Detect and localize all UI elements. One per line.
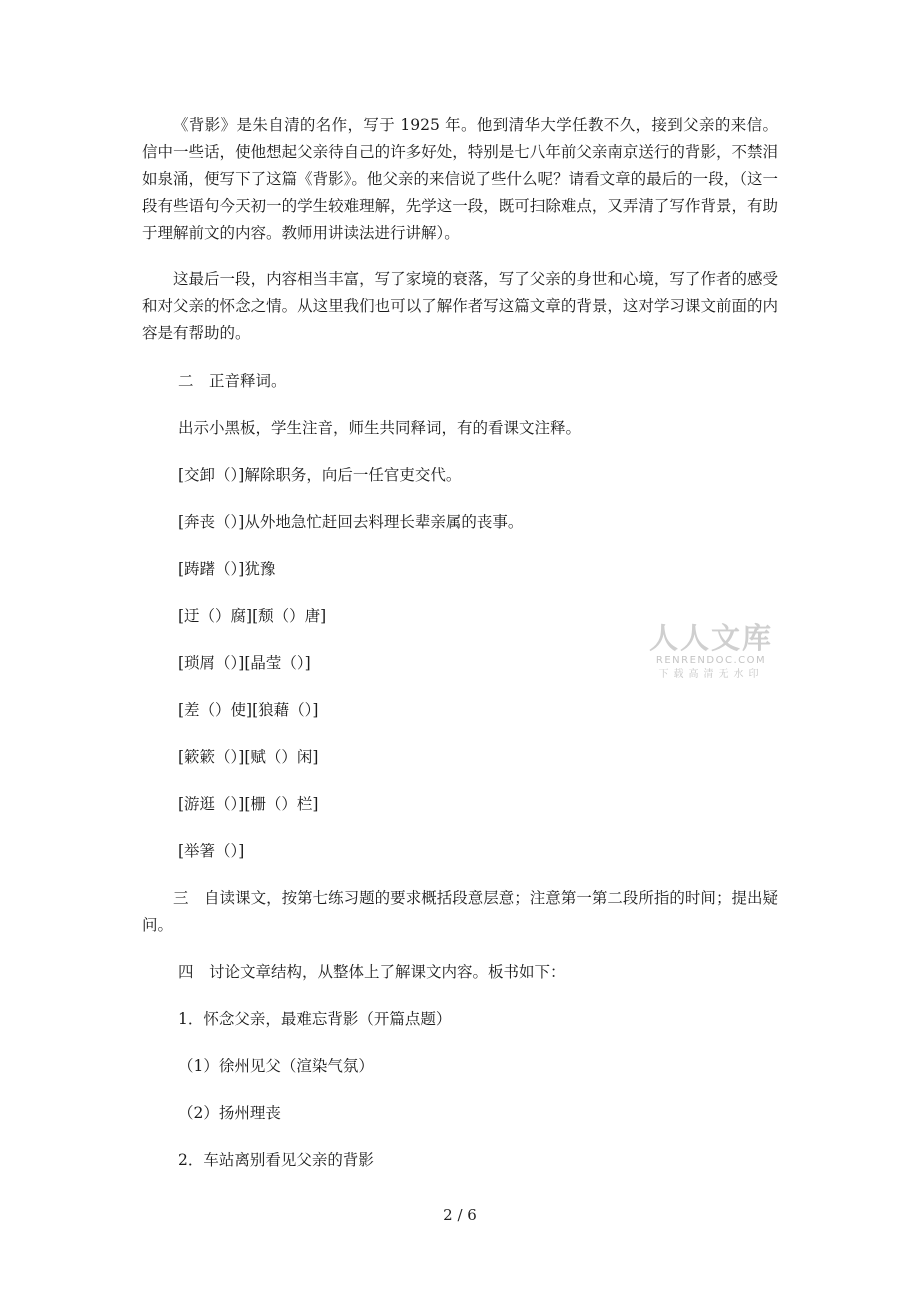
outline-item: 2．车站离别看见父亲的背影 — [178, 1151, 374, 1169]
outline-item: （2）扬州理丧 — [178, 1104, 281, 1122]
vocab-item: [迂（）腐][颓（）唐] — [178, 607, 327, 625]
vocab-item: [簌簌（）][赋（）闲] — [178, 748, 319, 766]
vocab-item: [举箸（）] — [178, 842, 245, 860]
vocab-item: [游逛（）][栅（）栏] — [178, 795, 319, 813]
section-2-heading: 二 正音释词。 — [178, 372, 287, 390]
vocab-item: [奔丧（）]从外地急忙赶回去料理长辈亲属的丧事。 — [178, 513, 524, 531]
watermark-url: RENRENDOC.COM — [655, 655, 767, 666]
section-3-paragraph: 三 自读课文，按第七练习题的要求概括段意层意；注意第一第二段所指的时间；提出疑问。 — [142, 889, 778, 934]
watermark-logo — [646, 622, 776, 682]
vocab-item: [交卸（）]解除职务，向后一任官吏交代。 — [178, 466, 462, 484]
watermark-subtitle: 下载高清无水印 — [658, 669, 764, 680]
section-2-intro: 出示小黑板，学生注音，师生共同释词，有的看课文注释。 — [178, 419, 582, 437]
background-paragraph: 这最后一段，内容相当丰富，写了家境的衰落，写了父亲的身世和心境，写了作者的感受和对父亲的怀念之情。从这里我们也可以了解作者写这篇文章的背景，这对学习课文前面的内容是有帮助的。 — [142, 270, 778, 342]
vocab-item: [琐屑（）][晶莹（）] — [178, 654, 311, 672]
vocab-item: [踌躇（）]犹豫 — [178, 560, 276, 578]
vocab-item: [差（）使][狼藉（）] — [178, 701, 319, 719]
section-4-heading: 四 讨论文章结构，从整体上了解课文内容。板书如下： — [178, 963, 566, 981]
intro-paragraph: 《背影》是朱自清的名作，写于 1925 年。他到清华大学任教不久，接到父亲的来信。信中一些话，使他想起父亲待自己的许多好处，特别是七八年前父亲南京送行的背影，不禁泪如泉涌，便写下了这篇《背影》。他父亲的来信说了些什么呢？请看文章的最后的一段，（这一段有些语句今天初一的学生较难理解，先学这一段，既可扫除难点，又弄清了写作背景，有助于理解前文的内容。教师用讲读法进行讲解）。 — [142, 116, 778, 242]
outline-item: 1．怀念父亲，最难忘背影（开篇点题） — [178, 1010, 452, 1028]
watermark-title: 人人文库 — [648, 621, 773, 655]
outline-item: （1）徐州见父（渲染气氛） — [178, 1057, 374, 1075]
page-number: 2 / 6 — [443, 1206, 477, 1224]
